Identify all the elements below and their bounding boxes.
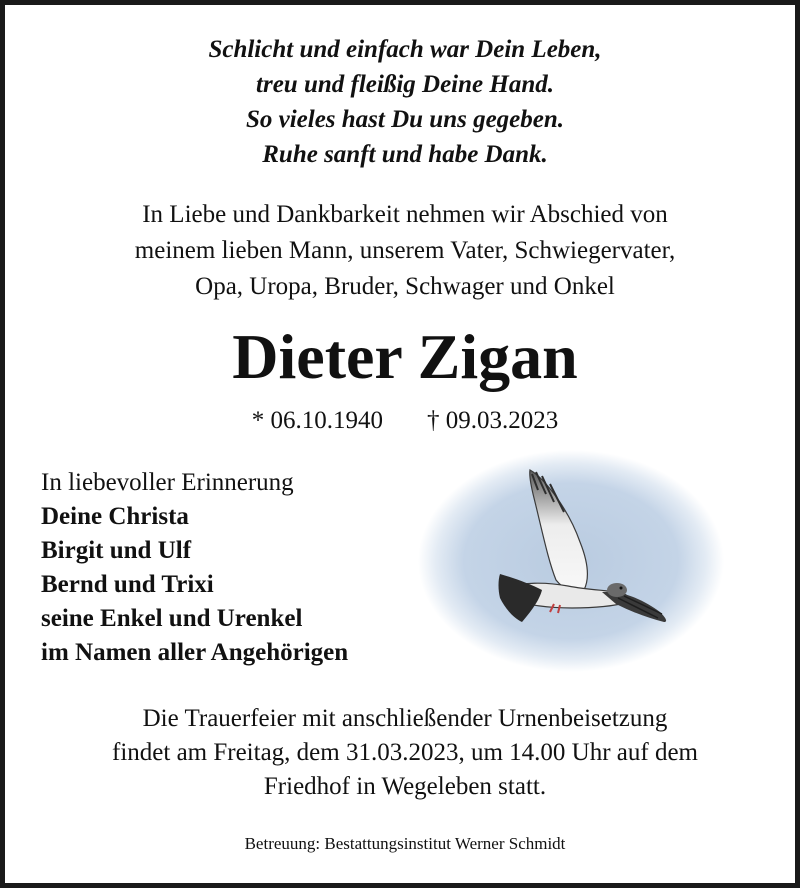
intro-line: meinem lieben Mann, unserem Vater, Schwiegervater,: [134, 237, 676, 264]
deceased-name: Dieter Zigan: [232, 321, 578, 392]
poem-line: Ruhe sanft und habe Dank.: [262, 141, 548, 168]
mourner-name: seine Enkel und Urenkel: [41, 605, 303, 632]
dove-image: [418, 450, 724, 672]
mourners-intro: In liebevoller Erinnerung: [41, 469, 294, 496]
birth-date: * 06.10.1940: [251, 407, 383, 434]
memorial-poem: [5, 32, 800, 172]
mourner-name: Bernd und Trixi: [41, 571, 214, 598]
life-dates: [5, 403, 800, 439]
poem-line: Schlicht und einfach war Dein Leben,: [208, 36, 602, 63]
farewell-intro: [5, 197, 800, 305]
intro-line: In Liebe und Dankbarkeit nehmen wir Abschied von: [142, 201, 668, 228]
mourner-name: im Namen aller Angehörigen: [41, 639, 349, 666]
mourner-name: Birgit und Ulf: [41, 537, 192, 564]
ceremony-info: [5, 702, 800, 804]
dove-icon: [418, 450, 724, 672]
death-date: † 09.03.2023: [427, 407, 559, 434]
intro-line: Opa, Uropa, Bruder, Schwager und Onkel: [195, 273, 615, 300]
poem-line: So vieles hast Du uns gegeben.: [245, 106, 565, 133]
dove-head: [607, 583, 627, 597]
funeral-home-credit: Betreuung: Bestattungsinstitut Werner Schmidt: [244, 834, 566, 853]
ceremony-line: findet am Freitag, dem 31.03.2023, um 14.00 Uhr auf dem: [112, 739, 698, 766]
ceremony-line: Die Trauerfeier mit anschließender Urnenbeisetzung: [142, 705, 668, 732]
poem-line: treu und fleißig Deine Hand.: [256, 71, 554, 98]
mourners-list: [41, 466, 348, 670]
ceremony-line: Friedhof in Wegeleben statt.: [263, 773, 547, 800]
mourner-name: Deine Christa: [41, 503, 189, 530]
